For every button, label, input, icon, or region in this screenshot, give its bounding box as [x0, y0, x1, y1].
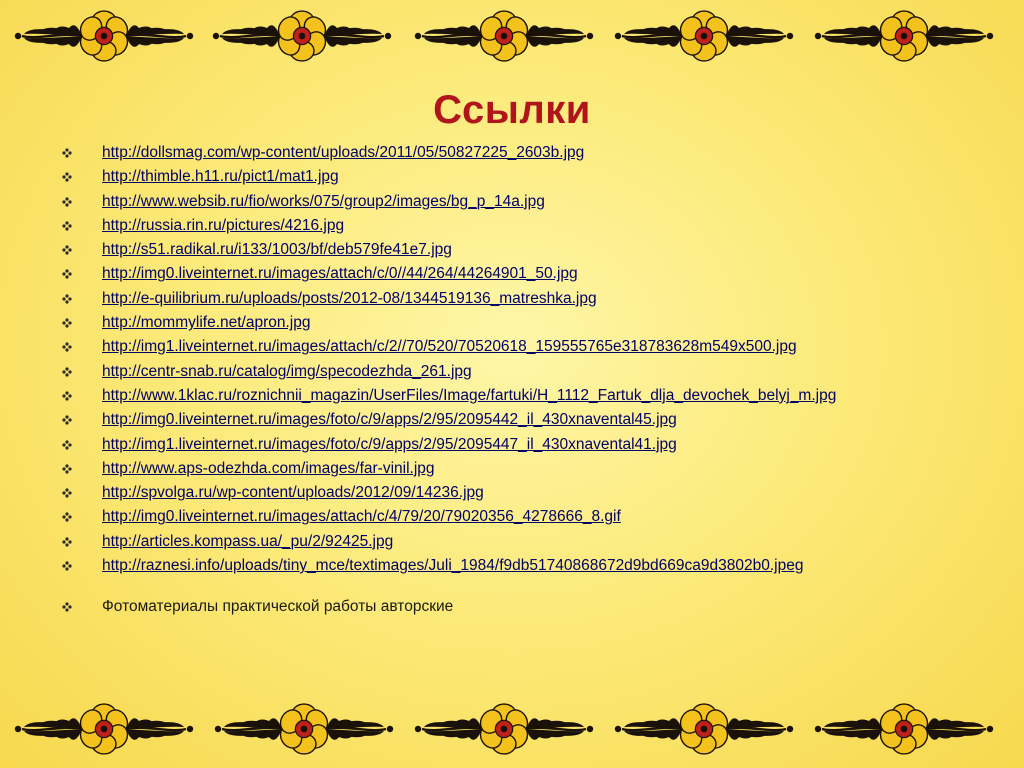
list-item — [62, 338, 982, 357]
link-url[interactable]: http://img0.liveinternet.ru/images/foto/c/9/apps/2/95/2095442_il_430xnavental45.jpg — [102, 411, 677, 429]
list-item — [62, 217, 982, 236]
list-item-note — [62, 598, 982, 617]
top-ornament-border — [0, 0, 1024, 72]
link-url[interactable]: http://www.websib.ru/fio/works/075/group2/images/bg_p_14a.jpg — [102, 192, 545, 210]
diamond-bullet-icon — [62, 440, 72, 450]
list-item — [62, 265, 982, 284]
diamond-bullet-icon — [62, 537, 72, 547]
link-url[interactable]: http://img1.liveinternet.ru/images/foto/c/9/apps/2/95/2095447_il_430xnavental41.jpg — [102, 435, 677, 453]
links-list — [62, 144, 982, 622]
list-item — [62, 557, 982, 576]
diamond-bullet-icon — [62, 602, 72, 612]
list-item — [62, 533, 982, 552]
diamond-bullet-icon — [62, 561, 72, 571]
link-url[interactable]: http://s51.radikal.ru/i133/1003/bf/deb579fe41e7.jpg — [102, 241, 452, 259]
link-url[interactable]: http://www.1klac.ru/roznichnii_magazin/UserFiles/Image/fartuki/H_1112_Fartuk_dlja_devochek_belyj_m.jpg — [102, 386, 837, 404]
list-item — [62, 290, 982, 309]
link-url[interactable]: http://e-quilibrium.ru/uploads/posts/2012-08/1344519136_matreshka.jpg — [102, 289, 597, 307]
link-url[interactable]: http://russia.rin.ru/pictures/4216.jpg — [102, 216, 345, 234]
diamond-bullet-icon — [62, 172, 72, 182]
khokhloma-floral-border-icon — [0, 690, 1024, 768]
diamond-bullet-icon — [62, 269, 72, 279]
list-item — [62, 411, 982, 430]
diamond-bullet-icon — [62, 318, 72, 328]
link-url[interactable]: http://spvolga.ru/wp-content/uploads/2012/09/14236.jpg — [102, 484, 484, 502]
diamond-bullet-icon — [62, 197, 72, 207]
link-url[interactable]: http://img0.liveinternet.ru/images/attach/c/4/79/20/79020356_4278666_8.gif — [102, 508, 621, 526]
link-url[interactable]: http://dollsmag.com/wp-content/uploads/2011/05/50827225_2603b.jpg — [102, 144, 585, 161]
diamond-bullet-icon — [62, 342, 72, 352]
diamond-bullet-icon — [62, 221, 72, 231]
list-item — [62, 193, 982, 212]
link-url[interactable]: http://img0.liveinternet.ru/images/attach/c/0//44/264/44264901_50.jpg — [102, 265, 578, 283]
diamond-bullet-icon — [62, 367, 72, 377]
diamond-bullet-icon — [62, 488, 72, 498]
link-url[interactable]: http://www.aps-odezhda.com/images/far-vinil.jpg — [102, 459, 435, 477]
diamond-bullet-icon — [62, 245, 72, 255]
diamond-bullet-icon — [62, 512, 72, 522]
list-item — [62, 387, 982, 406]
diamond-bullet-icon — [62, 415, 72, 425]
link-url[interactable]: http://mommylife.net/apron.jpg — [102, 314, 311, 332]
list-item — [62, 436, 982, 455]
author-note: Фотоматериалы практической работы авторские — [102, 597, 454, 615]
diamond-bullet-icon — [62, 391, 72, 401]
list-item — [62, 460, 982, 479]
slide-title: Ссылки — [433, 88, 591, 132]
link-url[interactable]: http://thimble.h11.ru/pict1/mat1.jpg — [102, 168, 339, 186]
diamond-bullet-icon — [62, 148, 72, 158]
bottom-ornament-border — [0, 690, 1024, 768]
list-item — [62, 363, 982, 382]
list-item — [62, 314, 982, 333]
link-url[interactable]: http://articles.kompass.ua/_pu/2/92425.jpg — [102, 532, 394, 550]
link-url[interactable]: http://raznesi.info/uploads/tiny_mce/textimages/Juli_1984/f9db51740868672d9bd669ca9d3802b0.jpeg — [102, 557, 804, 575]
list-item — [62, 508, 982, 527]
list-item — [62, 168, 982, 187]
list-item — [62, 484, 982, 503]
list-item — [62, 144, 982, 163]
link-url[interactable]: http://img1.liveinternet.ru/images/attach/c/2//70/520/70520618_159555765e318783628m549x500.jpg — [102, 338, 797, 356]
diamond-bullet-icon — [62, 464, 72, 474]
khokhloma-floral-border-icon — [0, 0, 1024, 72]
link-url[interactable]: http://centr-snab.ru/catalog/img/specodezhda_261.jpg — [102, 362, 472, 380]
list-item — [62, 241, 982, 260]
diamond-bullet-icon — [62, 294, 72, 304]
